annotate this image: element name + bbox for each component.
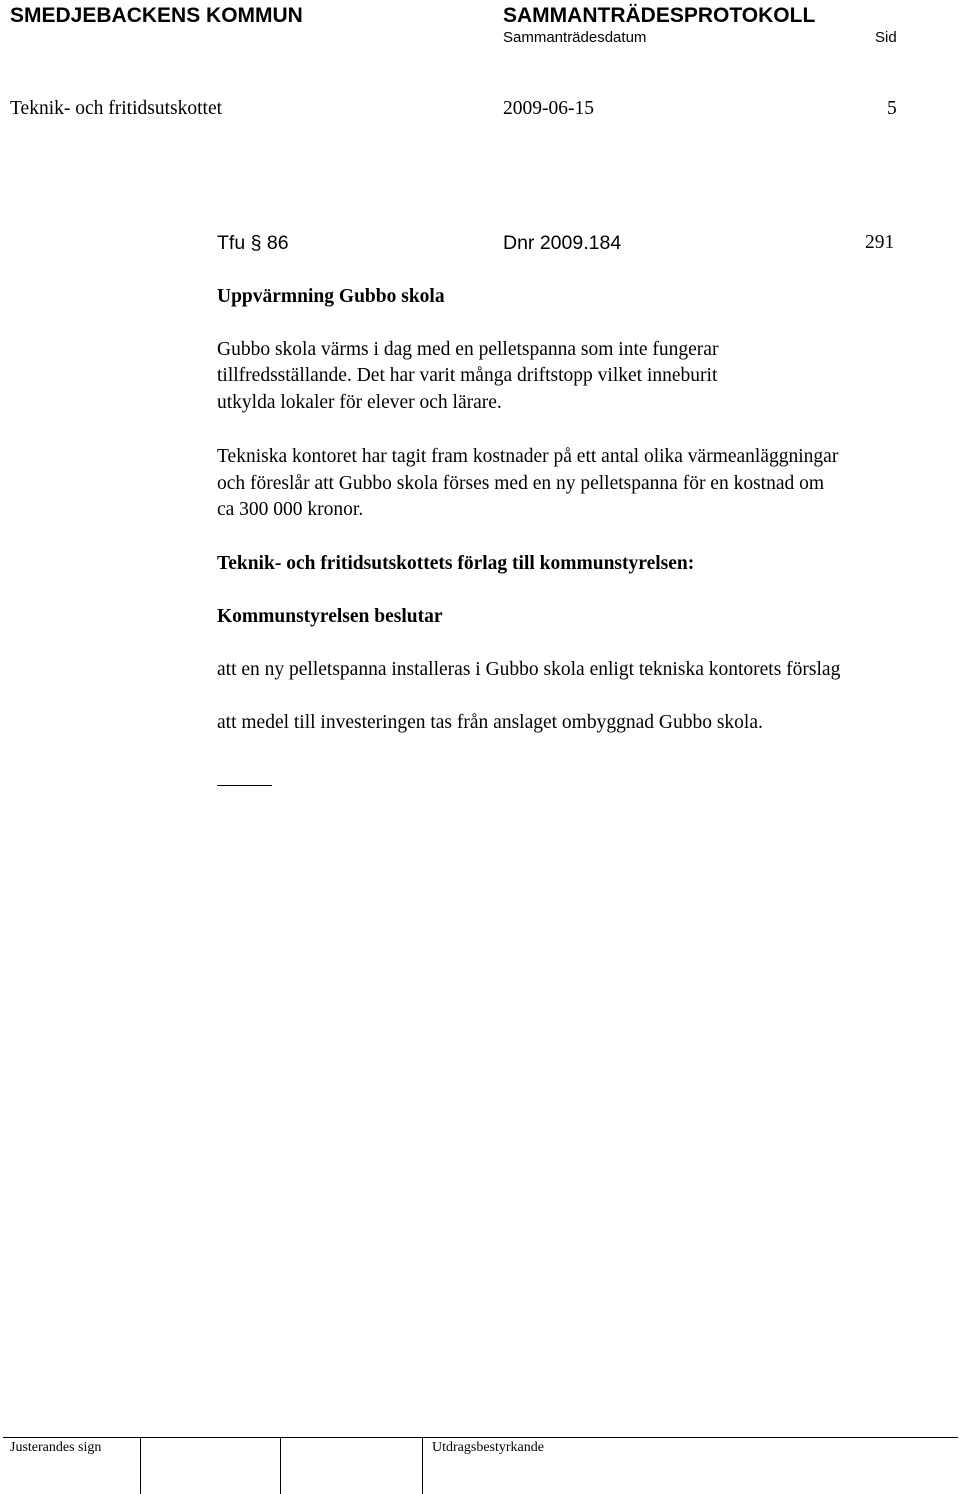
decision-heading: Kommunstyrelsen beslutar bbox=[217, 606, 443, 627]
date-label: Sammanträdesdatum bbox=[503, 29, 647, 46]
document-type: SAMMANTRÄDESPROTOKOLL bbox=[503, 4, 816, 27]
item-title: Uppvärmning Gubbo skola bbox=[217, 286, 445, 307]
footer-extract-label: Utdragsbestyrkande bbox=[432, 1440, 544, 1455]
footer-divider-1 bbox=[140, 1437, 141, 1494]
committee-name: Teknik- och fritidsutskottet bbox=[10, 98, 223, 119]
archive-code: 291 bbox=[865, 232, 895, 253]
page-label: Sid bbox=[875, 29, 897, 46]
closing-rule bbox=[217, 785, 272, 786]
footer-top-rule bbox=[3, 1437, 958, 1438]
footer-divider-3 bbox=[422, 1437, 423, 1494]
paragraph2-line2: och föreslår att Gubbo skola förses med en ny pelletspanna för en kostnad om bbox=[217, 473, 825, 494]
footer-divider-2 bbox=[280, 1437, 281, 1494]
decision-clause-2: att medel till investeringen tas från anslaget ombyggnad Gubbo skola. bbox=[217, 712, 763, 733]
municipality-name: SMEDJEBACKENS KOMMUN bbox=[10, 4, 303, 27]
meeting-date: 2009-06-15 bbox=[503, 98, 594, 119]
footer-sign-label: Justerandes sign bbox=[10, 1440, 102, 1455]
proposal-heading: Teknik- och fritidsutskottets förlag till kommunstyrelsen: bbox=[217, 553, 695, 574]
page-number: 5 bbox=[887, 98, 897, 119]
diary-number: Dnr 2009.184 bbox=[503, 232, 622, 254]
section-number: Tfu § 86 bbox=[217, 232, 289, 254]
paragraph2-line1: Tekniska kontoret har tagit fram kostnader på ett antal olika värmeanläggningar bbox=[217, 446, 839, 467]
paragraph1-line3: utkylda lokaler för elever och lärare. bbox=[217, 392, 502, 413]
paragraph1-line1: Gubbo skola värms i dag med en pelletspanna som inte fungerar bbox=[217, 339, 719, 360]
paragraph2-line3: ca 300 000 kronor. bbox=[217, 499, 364, 520]
paragraph1-line2: tillfredsställande. Det har varit många driftstopp vilket inneburit bbox=[217, 365, 718, 386]
decision-clause-1: att en ny pelletspanna installeras i Gubbo skola enligt tekniska kontorets förslag bbox=[217, 659, 841, 680]
